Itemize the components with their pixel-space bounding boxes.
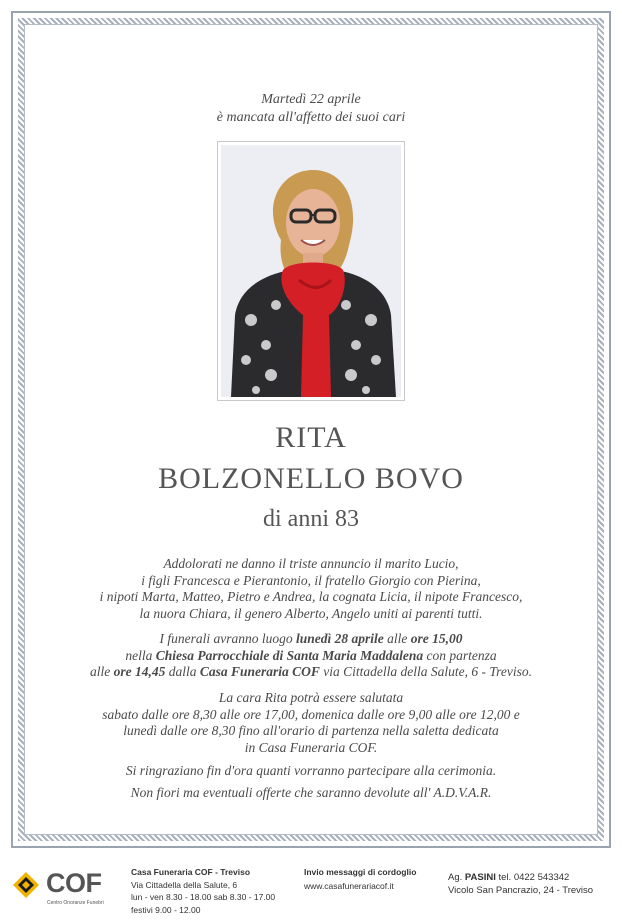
funeral-home: Casa Funeraria COF — [199, 664, 320, 680]
portrait-image — [221, 145, 401, 397]
funeral-line-3 — [0, 664, 622, 681]
age: di anni 83 — [263, 506, 359, 532]
first-name: RITA — [275, 421, 347, 454]
text: via Cittadella della Salute, 6 - Treviso. — [319, 664, 533, 680]
announcement-line: Addolorati ne danno il triste annuncio il marito Lucio, — [163, 556, 459, 571]
announcement-line: i figli Francesca e Pierantonio, il fratello Giorgio con Pierina, — [141, 572, 481, 588]
agency-info — [448, 872, 593, 897]
funeral-line-2 — [0, 648, 622, 665]
visitation-line: La cara Rita potrà essere salutata — [218, 690, 404, 705]
cof-logo — [10, 868, 110, 918]
funeral-time: ore 15,00 — [410, 631, 463, 646]
company-name: Casa Funeraria COF - Treviso — [131, 867, 251, 877]
agency-address: Vicolo San Pancrazio, 24 - Treviso — [448, 884, 594, 896]
text: alle — [89, 664, 114, 680]
company-address: Via Cittadella della Salute, 6 — [131, 879, 238, 890]
death-date: Martedì 22 aprile — [261, 92, 361, 107]
opening-hours: lun - ven 8.30 - 18.00 sab 8.30 - 17.00 — [131, 892, 276, 902]
visitation-line: sabato dalle ore 8,30 alle ore 17,00, domenica dalle ore 9,00 alle ore 12,00 e — [102, 706, 520, 722]
announcement-line: i nipoti Marta, Matteo, Pietro e Andrea, la cognata Licia, il nipote Francesco, — [99, 589, 523, 605]
agency-name: PASINI — [464, 872, 496, 883]
text: con partenza — [423, 647, 497, 663]
condolence-title: Invio messaggi di cordoglio — [304, 867, 417, 877]
agency-line — [448, 872, 593, 885]
text: Ag. — [448, 872, 465, 883]
text: I funerali avranno luogo — [159, 631, 296, 646]
logo-text: COF — [46, 868, 102, 898]
condolence-info — [304, 866, 416, 893]
agency-phone: tel. 0422 543342 — [495, 872, 570, 883]
funeral-home-info — [131, 866, 275, 916]
departure-time: ore 14,45 — [113, 664, 166, 680]
announcement — [0, 556, 622, 622]
funeral-date: lunedì 28 aprile — [295, 631, 384, 646]
text: nella — [125, 647, 156, 663]
condolence-link[interactable]: www.casafunerariacof.it — [304, 880, 394, 891]
footer — [0, 852, 622, 922]
diamond-logo-icon — [12, 871, 40, 899]
portrait-photo — [217, 141, 405, 401]
intro — [0, 91, 622, 127]
holiday-hours: festivi 9.00 - 12.00 — [131, 904, 201, 915]
last-name: BOLZONELLO BOVO — [158, 462, 464, 495]
funeral-line-1 — [0, 631, 622, 648]
visitation-line: in Casa Funeraria COF. — [244, 739, 378, 755]
donation-note: Non fiori ma eventuali offerte che saranno devolute all' A.D.V.A.R. — [130, 785, 492, 800]
intro-phrase: è mancata all'affetto dei suoi cari — [216, 110, 406, 125]
text: dalla — [165, 664, 200, 680]
visitation — [0, 690, 622, 756]
announcement-line: la nuora Chiara, il genero Alberto, Angelo uniti ai parenti tutti. — [139, 605, 483, 621]
thanks: Si ringraziano fin d'ora quanti vorranno partecipare alla cerimonia. — [125, 763, 497, 778]
visitation-line: lunedì dalle ore 8,30 fino all'orario di partenza nella saletta dedicata — [123, 723, 499, 739]
church-name: Chiesa Parrocchiale di Santa Maria Maddalena — [155, 647, 424, 663]
text: alle — [383, 631, 411, 646]
funeral-details — [0, 631, 622, 681]
logo-subtitle: Centro Onoranze Funebri — [47, 900, 104, 906]
